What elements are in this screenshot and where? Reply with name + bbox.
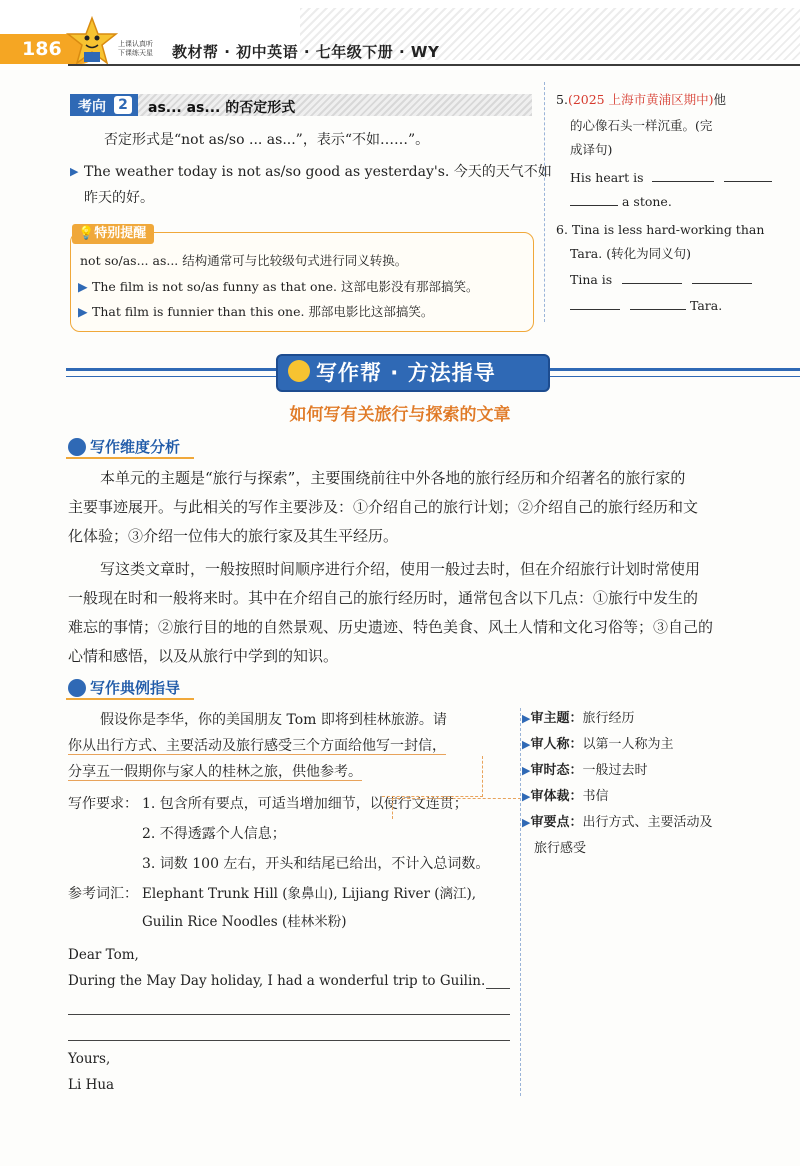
letter-greeting: Dear Tom, (68, 947, 139, 963)
answer-blank[interactable] (652, 167, 714, 182)
side-note-label: 审要点： (530, 815, 583, 830)
column-divider (544, 82, 545, 322)
tip-label-text: 特别提醒 (94, 226, 147, 241)
answer-blank[interactable] (570, 191, 618, 206)
section-icon (68, 679, 86, 697)
slogan: 上课认真听 下课练天星 (118, 40, 153, 57)
analysis-p2-l4: 心情和感悟，以及从旅行中学到的知识。 (68, 647, 339, 665)
vocab-1: Elephant Trunk Hill (象鼻山), Lijiang River (漓江), (142, 886, 477, 902)
analysis-p1-l1: 本单元的主题是“旅行与探索”，主要围绕前往中外各地的旅行经历和介绍著名的旅行家的 (100, 469, 686, 487)
task-line2-text: 你从出行方式、主要活动及旅行感受三个方面给他写一封信， (68, 738, 446, 754)
arrow-right-icon: ▶ (522, 712, 531, 725)
heading-underline (66, 698, 194, 700)
side-note-label: 审时态： (530, 763, 583, 778)
req-3: 3. 词数 100 左右，开头和结尾已给出，不计入总词数。 (142, 856, 490, 872)
kaoxiang-bar (70, 94, 532, 116)
arrow-right-icon: ▶ (522, 738, 531, 751)
side-note-value: 一般过去时 (582, 763, 648, 778)
side-note-label: 审人称： (530, 737, 583, 752)
q5-number: 5. (556, 92, 568, 107)
connector-line (382, 756, 483, 797)
letter-closing: Yours, (68, 1051, 111, 1067)
req-1: 1. 包含所有要点，可适当增加细节，以使行文连贯； (142, 796, 468, 812)
kaoxiang-label: 考向 (78, 99, 106, 115)
triangle-bullet-icon: ▶ (78, 279, 88, 294)
triangle-bullet-icon: ▶ (78, 304, 88, 319)
q6-c: Tina is (570, 272, 613, 287)
page-number: 186 (22, 38, 62, 60)
q5-cn-a: 他 (713, 92, 726, 107)
arrow-right-icon: ▶ (522, 764, 531, 777)
side-note-person (522, 732, 674, 758)
header-divider (68, 64, 800, 66)
tip-line2: The film is not so/as funny as that one. 这部电影没有那部搞笑。 (92, 279, 479, 294)
kaoxiang-example-line2: 昨天的好。 (84, 190, 154, 206)
answer-blank[interactable] (570, 295, 620, 310)
side-note-genre (522, 784, 609, 810)
kaoxiang-example-line1: The weather today is not as/so good as yesterday's. 今天的天气不如 (84, 164, 552, 180)
q5-cn-b: 的心像石头一样沉重。(完 (570, 118, 713, 133)
lightbulb-icon (288, 360, 310, 382)
answer-blank[interactable] (692, 269, 752, 284)
analysis-p2-l1: 写这类文章时，一般按照时间顺序进行介绍，使用一般过去时，但在介绍旅行计划时常使用 (100, 560, 701, 578)
q6-a: 6. Tina is less hard-working than (556, 222, 765, 237)
q6-b: Tara. (转化为同义句) (570, 246, 691, 261)
kaoxiang-title: as... as... 的否定形式 (148, 100, 296, 116)
analysis-p1-l3: 化体验；③介绍一位伟大的旅行家及其生平经历。 (68, 527, 399, 545)
banner-subtitle: 如何写有关旅行与探索的文章 (289, 405, 511, 425)
side-divider (520, 708, 521, 1096)
arrow-right-icon: ▶ (522, 790, 531, 803)
q5-source: (2025 上海市黄浦区期中) (567, 92, 714, 107)
task-line3 (68, 760, 362, 784)
exercise-5 (556, 88, 756, 112)
side-note-value: 旅行经历 (582, 711, 635, 726)
q5-en-b: a stone. (621, 194, 672, 209)
mascot-star-icon (66, 16, 118, 68)
triangle-bullet-icon: ▶ (70, 165, 79, 178)
arrow-right-icon: ▶ (522, 816, 531, 829)
answer-blank[interactable] (622, 269, 682, 284)
side-note-value: 出行方式、主要活动及 (582, 815, 713, 830)
task-line1: 假设你是李华，你的美国朋友 Tom 即将到桂林旅游。请 (100, 712, 447, 728)
analysis-p1-l2: 主要事迹展开。与此相关的写作主要涉及：①介绍自己的旅行计划；②介绍自己的旅行经历和文 (68, 498, 699, 516)
q6-d: Tara. (689, 298, 723, 313)
task-line3-text: 分享五一假期你与家人的桂林之旅，供他参考。 (68, 764, 362, 780)
side-note-points-extra: 旅行感受 (534, 841, 587, 856)
side-note-points (522, 810, 713, 836)
side-note-tense (522, 758, 648, 784)
req-2: 2. 不得透露个人信息； (142, 826, 286, 842)
writing-line[interactable] (68, 1014, 510, 1015)
side-note-label: 审主题： (530, 711, 583, 726)
q5-en-a: His heart is (570, 170, 644, 185)
req-label: 写作要求： (68, 796, 138, 812)
side-note-value: 以第一人称为主 (582, 737, 674, 752)
kaoxiang-rule: 否定形式是“not as/so ... as...”，表示“不如……”。 (104, 132, 430, 148)
q6-d-row (570, 294, 722, 318)
book-title: 教材帮 · 初中英语 · 七年级下册 · WY (172, 43, 440, 61)
banner-title: 写作帮 · 方法指导 (316, 361, 496, 385)
letter-signature: Li Hua (68, 1077, 115, 1093)
letter-opening: During the May Day holiday, I had a wonderful trip to Guilin. (68, 973, 486, 989)
task-line2 (68, 734, 446, 758)
kaoxiang-number: 2 (114, 96, 132, 114)
heading-underline (66, 457, 194, 459)
q6-c-row (570, 268, 752, 292)
connector-line (392, 798, 521, 819)
tip-bulb-icon: 💡 (78, 226, 95, 241)
writing-line[interactable] (68, 1040, 510, 1041)
side-note-value: 书信 (582, 789, 609, 804)
answer-blank[interactable] (724, 167, 772, 182)
tip-line1: not so/as... as... 结构通常可与比较级句式进行同义转换。 (80, 253, 408, 268)
analysis-p2-l3: 难忘的事情；②旅行目的地的自然景观、历史遗迹、特色美食、风土人情和文化习俗等；③自己的 (68, 618, 714, 636)
q5-en-b-row (570, 190, 672, 214)
vocab-2: Guilin Rice Noodles (桂林米粉) (142, 914, 347, 930)
analysis-p2-l2: 一般现在时和一般将来时。其中在介绍自己的旅行经历时，通常包含以下几点：①旅行中发生的 (68, 589, 699, 607)
side-note-theme (522, 706, 635, 732)
vocab-label: 参考词汇： (68, 886, 138, 902)
q5-en-a-row (570, 166, 772, 190)
tip-label (72, 224, 154, 244)
tip-line3: That film is funnier than this one. 那部电影比这部搞笑。 (92, 304, 434, 319)
answer-blank[interactable] (630, 295, 686, 310)
side-note-label: 审体裁： (530, 789, 583, 804)
guide-heading: 写作典例指导 (90, 679, 181, 697)
writing-line[interactable] (486, 988, 510, 989)
analysis-heading: 写作维度分析 (90, 438, 181, 456)
q5-cn-c: 成译句) (570, 142, 613, 157)
section-icon (68, 438, 86, 456)
